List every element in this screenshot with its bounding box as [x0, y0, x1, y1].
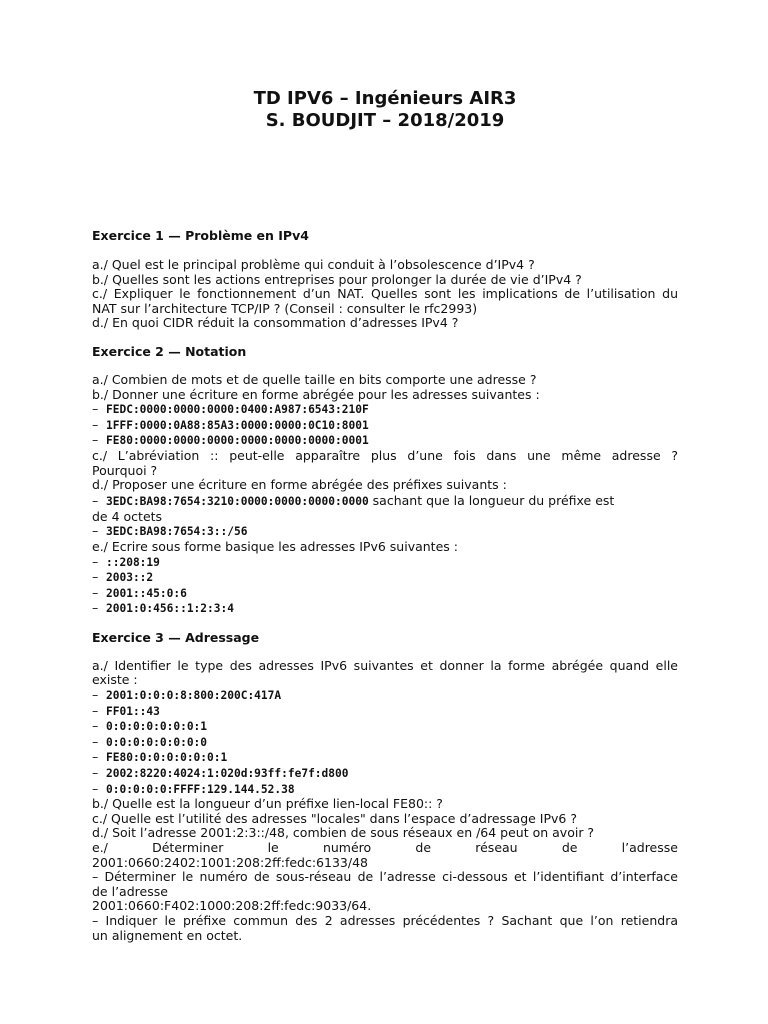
- address-item: – 2002:8220:4024:1:020d:93ff:fe7f:d800: [92, 765, 349, 781]
- word: le: [267, 840, 279, 855]
- exercise-3-question-d: d./ Soit l’adresse 2001:2:3::/48, combien de sous réseaux en /64 peut on avoir ?: [92, 825, 595, 841]
- word: de: [415, 840, 432, 855]
- exercise-1-question-a: a./ Quel est le principal problème qui conduit à l’obsolescence d’IPv4 ?: [92, 257, 535, 272]
- exercise-3-question-e-address: 2001:0660:2402:1001:208:2ff:fedc:6133/48: [92, 854, 368, 870]
- address-item: – FF01::43: [92, 702, 160, 718]
- address-item: – FE80:0:0:0:0:0:0:1: [92, 749, 228, 765]
- address-item: – 2001:0:0:0:8:800:200C:417A: [92, 687, 282, 703]
- prefix-item-cont: de 4 octets: [92, 508, 163, 524]
- exercise-3-question-f-address: 2001:0660:F402:1000:208:2ff:fedc:9033/64.: [92, 898, 372, 914]
- exercise-3-question-f-cont: de l’adresse: [92, 883, 168, 899]
- exercise-3-question-e: [92, 841, 678, 856]
- exercise-2-question-a: a./ Combien de mots et de quelle taille en bits comporte une adresse ?: [92, 371, 537, 387]
- word: réseau: [475, 840, 518, 855]
- exercise-2: [92, 344, 678, 617]
- address-item: – 2001:0:456::1:2:3:4: [92, 600, 234, 616]
- exercise-3-question-g: – Indiquer le préfixe commun des 2 adresses précédentes ? Sachant que l’on retiendra: [92, 912, 678, 928]
- exercise-1-question-b: b./ Quelles sont les actions entreprises pour prolonger la durée de vie d’IPv4 ?: [92, 271, 582, 287]
- exercise-2-question-e: e./ Ecrire sous forme basique les adresses IPv6 suivantes :: [92, 538, 458, 554]
- word: de: [561, 840, 578, 855]
- exercise-3-question-a-cont: existe :: [92, 672, 138, 688]
- address-item: – FE80:0000:0000:0000:0000:0000:0000:0001: [92, 432, 369, 448]
- exercise-3-question-b: b./ Quelle est la longueur d’un préfixe lien-local FE80:: ?: [92, 796, 443, 812]
- exercise-1-question-c: c./ Expliquer le fonctionnement d’un NAT. Quelles sont les implications de l’utilisation du: [92, 286, 678, 302]
- prefix-item: – 3EDC:BA98:7654:3210:0000:0000:0000:0000 sachant que la longueur du préfixe est: [92, 492, 615, 508]
- word: Déterminer: [152, 840, 224, 855]
- address-item: – FEDC:0000:0000:0000:0400:A987:6543:210F: [92, 401, 369, 417]
- word: l’adresse: [621, 840, 678, 855]
- document-page: [92, 88, 678, 943]
- document-subtitle: S. BOUDJIT – 2018/2019: [265, 110, 505, 131]
- exercise-3-heading: Exercice 3 — Adressage: [92, 629, 260, 645]
- prefix-item: – 3EDC:BA98:7654:3::/56: [92, 523, 248, 539]
- exercise-1-question-d: d./ En quoi CIDR réduit la consommation d’adresses IPv4 ?: [92, 315, 459, 331]
- exercise-3: [92, 630, 678, 943]
- exercise-2-question-b: b./ Donner une écriture en forme abrégée pour les adresses suivantes :: [92, 386, 540, 402]
- address-item: – 0:0:0:0:0:0:0:0: [92, 733, 208, 749]
- exercise-1-heading: Exercice 1 — Problème en IPv4: [92, 228, 309, 243]
- exercise-1-question-c-cont: NAT sur l’architecture TCP/IP ? (Conseil : consulter le rfc2993): [92, 300, 478, 316]
- exercise-3-question-f: – Déterminer le numéro de sous-réseau de l’adresse ci-dessous et l’identifiant d’interface: [92, 869, 678, 885]
- word: e./: [92, 840, 108, 855]
- address-item: – 2001::45:0:6: [92, 584, 187, 600]
- exercise-1: [92, 228, 678, 331]
- exercise-2-question-c: c./ L’abréviation :: peut-elle apparaître plus d’une fois dans une même adresse ?: [92, 447, 678, 463]
- address-item: – ::208:19: [92, 553, 160, 569]
- address-item: – 2003::2: [92, 569, 154, 585]
- exercise-3-question-g-cont: un alignement en octet.: [92, 927, 243, 943]
- exercise-3-question-a: a./ Identifier le type des adresses IPv6 suivantes et donner la forme abrégée quand elle: [92, 657, 678, 673]
- title-block: [92, 88, 678, 132]
- exercise-2-question-d: d./ Proposer une écriture en forme abrégée des préfixes suivants :: [92, 477, 507, 493]
- word: numéro: [322, 840, 372, 855]
- exercise-2-heading: Exercice 2 — Notation: [92, 343, 247, 359]
- document-title: TD IPV6 – Ingénieurs AIR3: [253, 88, 517, 109]
- address-item: – 0:0:0:0:0:FFFF:129.144.52.38: [92, 780, 295, 796]
- address-item: – 0:0:0:0:0:0:0:1: [92, 718, 208, 734]
- exercise-2-question-c-cont: Pourquoi ?: [92, 462, 158, 478]
- exercise-3-question-c: c./ Quelle est l’utilité des adresses "locales" dans l’espace d’adressage IPv6 ?: [92, 810, 577, 826]
- address-item: – 1FFF:0000:0A88:85A3:0000:0000:0C10:8001: [92, 416, 369, 432]
